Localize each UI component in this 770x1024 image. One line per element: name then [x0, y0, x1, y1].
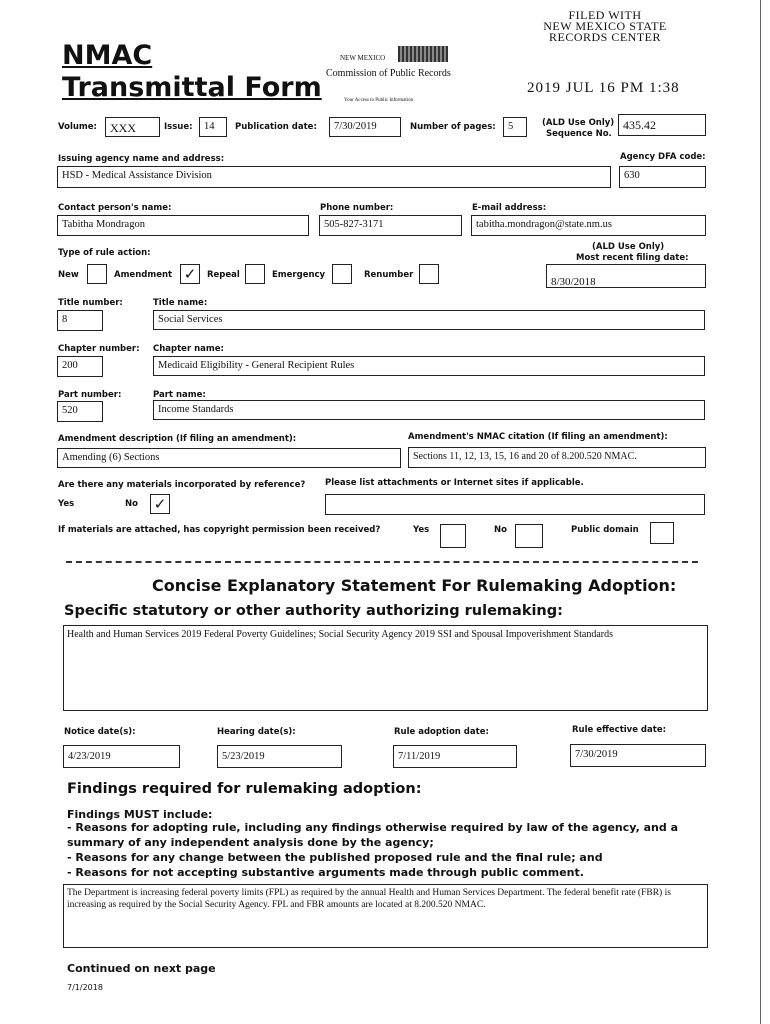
attachments-label: Please list attachments or Internet sites if applicable. — [325, 478, 584, 488]
commission-seal — [326, 44, 476, 106]
title-name-label: Title name: — [153, 298, 208, 308]
amend-desc-field[interactable]: Amending (6) Sections — [57, 448, 401, 468]
effective-date-label: Rule effective date: — [572, 725, 666, 735]
seq-label-1: (ALD Use Only) — [542, 118, 615, 128]
amendment-label: Amendment — [114, 270, 173, 280]
stamp-line2: NEW MEXICO STATE — [543, 19, 667, 33]
seal-tagline: Your Access to Public Information — [344, 98, 414, 103]
effective-date-field[interactable]: 7/30/2019 — [570, 744, 706, 767]
filed-stamp — [530, 10, 680, 43]
findings-bullet-1: - Reasons for adopting rule, including any findings otherwise required by law of the agency, and a — [67, 821, 678, 834]
renumber-label: Renumber — [364, 270, 414, 280]
stamp-date: 2019 JUL 16 PM 1:38 — [527, 80, 680, 96]
phone-label: Phone number: — [320, 203, 394, 213]
issue-label: Issue: — [164, 122, 193, 132]
seal-logo-icon — [398, 46, 448, 62]
materials-yes-checkbox — [84, 494, 104, 514]
findings-must: Findings MUST include: — [67, 808, 213, 821]
recent-filing-field[interactable]: 8/30/2018 — [546, 264, 706, 288]
volume-label: Volume: — [58, 122, 97, 132]
part-name-field[interactable]: Income Standards — [153, 400, 705, 420]
stamp-line1: FILED WITH — [568, 8, 642, 22]
copyright-no-label: No — [494, 525, 507, 535]
stamp-line3: RECORDS CENTER — [548, 30, 661, 44]
scan-edge-line — [760, 0, 761, 1024]
findings-bullet-2: - Reasons for any change between the published proposed rule and the final rule; and — [67, 851, 603, 864]
email-label: E-mail address: — [472, 203, 547, 213]
materials-no-label: No — [125, 499, 138, 509]
new-label: New — [58, 270, 79, 280]
renumber-checkbox[interactable] — [419, 264, 439, 284]
amend-desc-label: Amendment description (If filing an amendment): — [58, 434, 297, 444]
findings-heading: Findings required for rulemaking adoption: — [67, 781, 422, 797]
chapter-name-label: Chapter name: — [153, 344, 224, 354]
volume-field[interactable]: XXX — [105, 117, 160, 137]
emergency-label: Emergency — [272, 270, 326, 280]
copyright-label: If materials are attached, has copyright permission been received? — [58, 525, 381, 535]
seq-label-2: Sequence No. — [546, 129, 612, 139]
dfa-label: Agency DFA code: — [620, 152, 706, 162]
email-field[interactable]: tabitha.mondragon@state.nm.us — [471, 215, 706, 236]
pages-label: Number of pages: — [410, 122, 496, 132]
agency-label: Issuing agency name and address: — [58, 154, 225, 164]
form-title-line2: Transmittal Form — [62, 72, 322, 103]
part-number-field[interactable]: 520 — [57, 401, 103, 422]
authority-heading: Specific statutory or other authority authorizing rulemaking: — [64, 603, 563, 619]
new-checkbox[interactable] — [87, 264, 107, 284]
adoption-date-field[interactable]: 7/11/2019 — [393, 745, 517, 768]
recent-label-1: (ALD Use Only) — [592, 242, 665, 252]
repeal-checkbox[interactable] — [245, 264, 265, 284]
title-number-label: Title number: — [58, 298, 123, 308]
section-divider — [66, 561, 698, 563]
findings-bullet-3: - Reasons for not accepting substantive arguments made through public comment. — [67, 866, 584, 879]
dfa-field[interactable]: 630 — [619, 166, 706, 188]
adoption-date-label: Rule adoption date: — [394, 727, 489, 737]
public-domain-checkbox[interactable] — [650, 522, 674, 544]
authority-text[interactable]: Health and Human Services 2019 Federal Poverty Guidelines; Social Security Agency 2019 SSI and Spousal Impoverishment Standards — [63, 625, 708, 711]
public-domain-label: Public domain — [571, 525, 639, 535]
seq-field[interactable]: 435.42 — [618, 114, 706, 136]
amendment-checkbox[interactable]: ✓ — [180, 264, 200, 284]
pubdate-label: Publication date: — [235, 122, 317, 132]
attachments-field[interactable] — [325, 494, 705, 515]
hearing-date-label: Hearing date(s): — [217, 727, 296, 737]
amend-cite-field[interactable]: Sections 11, 12, 13, 15, 16 and 20 of 8.200.520 NMAC. — [408, 447, 706, 468]
notice-date-field[interactable]: 4/23/2019 — [63, 745, 180, 768]
repeal-label: Repeal — [207, 270, 240, 280]
copyright-yes-label: Yes — [413, 525, 430, 535]
part-name-label: Part name: — [153, 390, 206, 400]
agency-field[interactable]: HSD - Medical Assistance Division — [57, 166, 611, 188]
contact-name-field[interactable]: Tabitha Mondragon — [57, 215, 309, 236]
issue-field[interactable]: 14 — [199, 117, 227, 137]
copyright-no-checkbox[interactable] — [515, 524, 543, 548]
findings-text[interactable]: The Department is increasing federal poverty limits (FPL) as required by the annual Health and Human Services Department. The federal benefit rate (FBR) is increasing as required by the Social Security Agency. FPL and FBR amounts are located at 8.200.520 NMAC. — [63, 884, 708, 948]
materials-no-checkbox[interactable]: ✓ — [150, 494, 170, 514]
amend-cite-label: Amendment's NMAC citation (If filing an amendment): — [408, 432, 668, 442]
concise-heading: Concise Explanatory Statement For Rulemaking Adoption: — [152, 576, 677, 595]
emergency-checkbox[interactable] — [332, 264, 352, 284]
chapter-number-label: Chapter number: — [58, 344, 140, 354]
chapter-number-field[interactable]: 200 — [57, 356, 103, 377]
recent-label-2: Most recent filing date: — [576, 253, 689, 263]
contact-name-label: Contact person's name: — [58, 203, 172, 213]
materials-ref-label: Are there any materials incorporated by reference? — [58, 480, 306, 490]
part-number-label: Part number: — [58, 390, 122, 400]
pages-field[interactable]: 5 — [503, 117, 527, 137]
rule-action-label: Type of rule action: — [58, 248, 151, 258]
footer-date: 7/1/2018 — [67, 983, 103, 992]
notice-date-label: Notice date(s): — [64, 727, 136, 737]
title-number-field[interactable]: 8 — [57, 310, 103, 331]
seal-state: NEW MEXICO — [340, 54, 386, 62]
commission-name: Commission of Public Records — [326, 68, 451, 79]
phone-field[interactable]: 505-827-3171 — [319, 215, 462, 236]
pubdate-field[interactable]: 7/30/2019 — [329, 117, 401, 137]
chapter-name-field[interactable]: Medicaid Eligibility - General Recipient Rules — [153, 356, 705, 376]
materials-yes-label: Yes — [58, 499, 75, 509]
form-title-line1: NMAC — [62, 40, 153, 71]
findings-bullet-1b: summary of any independent analysis done by the agency; — [67, 836, 434, 849]
title-name-field[interactable]: Social Services — [153, 310, 705, 330]
continued-note: Continued on next page — [67, 962, 216, 975]
copyright-yes-checkbox[interactable] — [440, 524, 466, 548]
hearing-date-field[interactable]: 5/23/2019 — [217, 745, 342, 768]
